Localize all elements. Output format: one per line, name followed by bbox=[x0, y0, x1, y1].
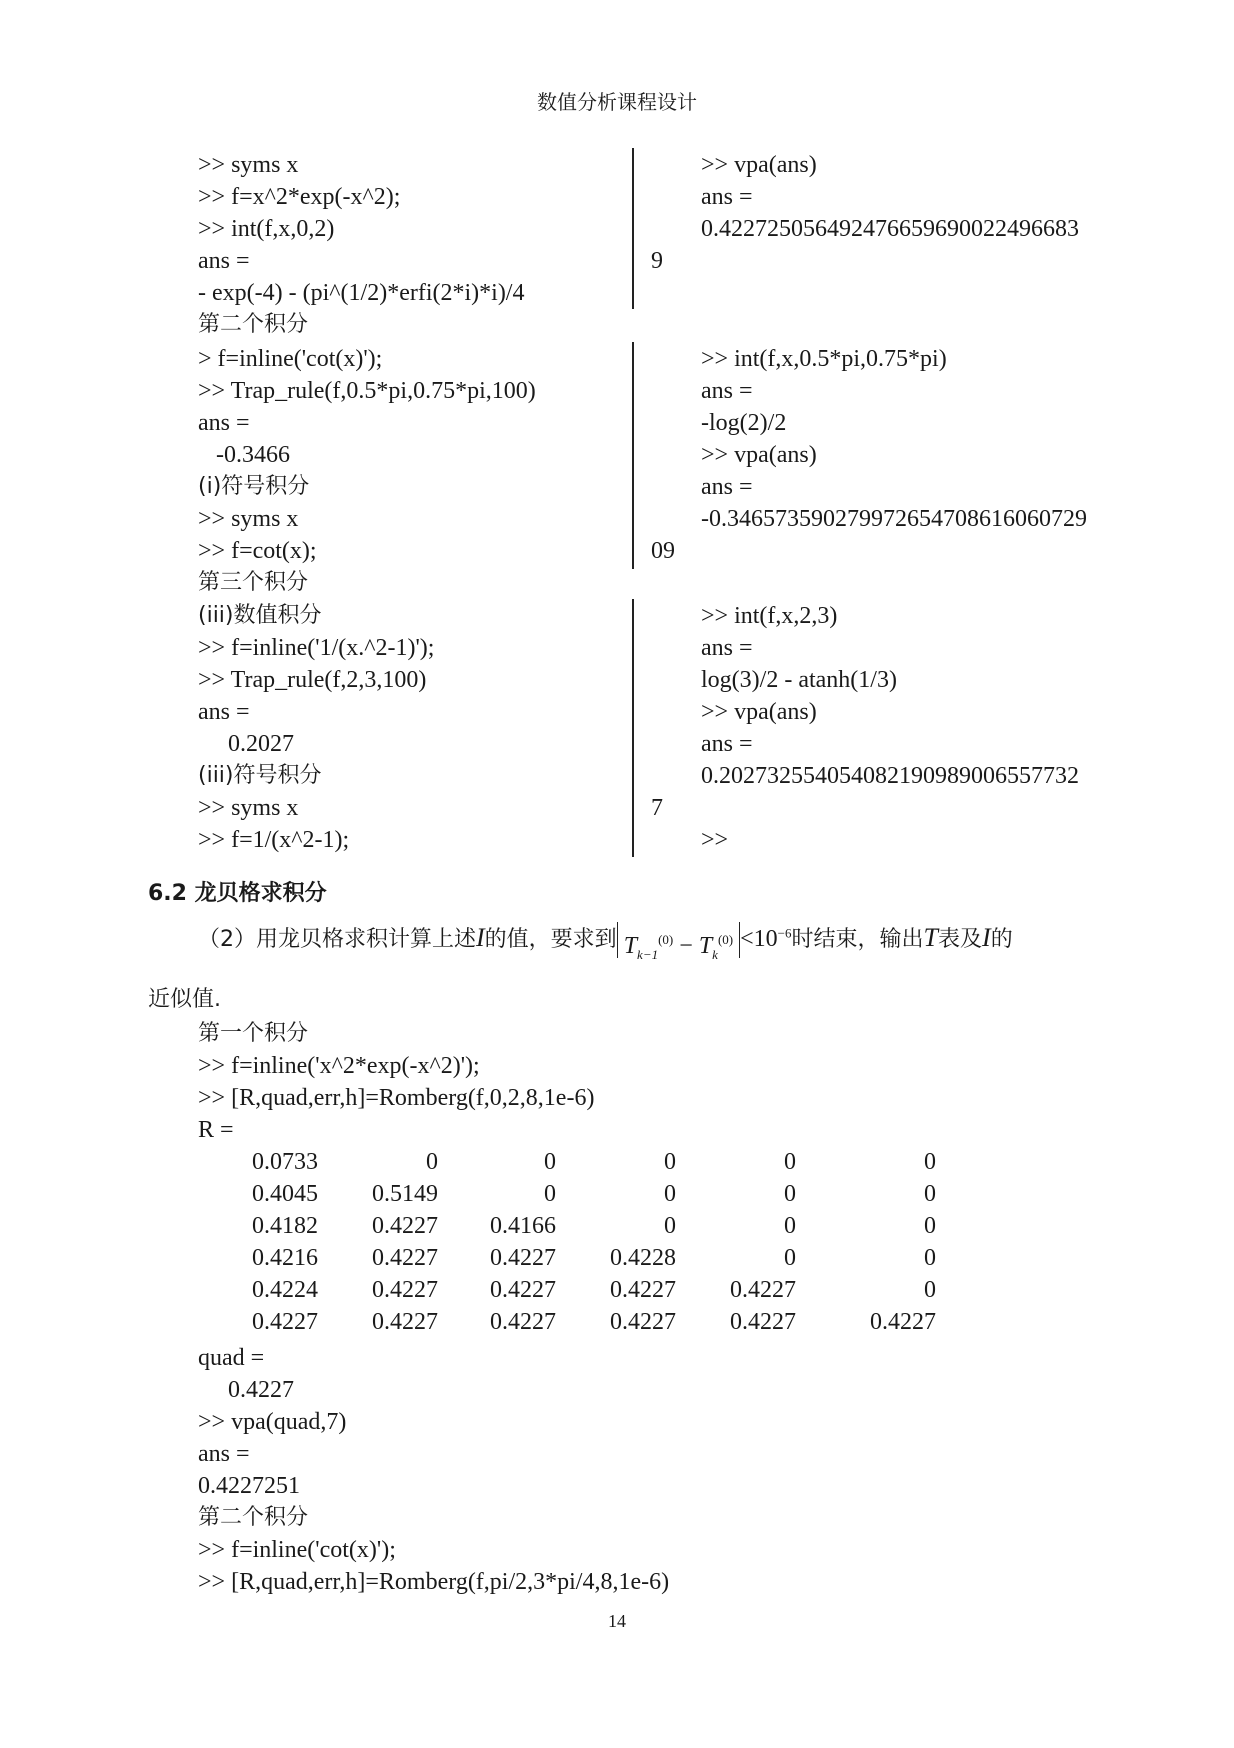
matrix-cell: 0 bbox=[924, 1181, 936, 1207]
matrix-cell: 0.4227 bbox=[490, 1309, 556, 1335]
code-line: R = bbox=[198, 1117, 234, 1143]
matrix-cell: 0.4227 bbox=[870, 1309, 936, 1335]
code-line: > f=inline('cot(x)'); bbox=[198, 346, 383, 372]
t2-superscript: (0) bbox=[717, 932, 734, 947]
matrix-cell: 0 bbox=[924, 1245, 936, 1271]
page-header: 数值分析课程设计 bbox=[537, 90, 697, 114]
t1-subscript: k−1 bbox=[637, 946, 659, 962]
code-line: >> [R,quad,err,h]=Romberg(f,0,2,8,1e-6) bbox=[198, 1085, 595, 1111]
code-line: 09 bbox=[651, 538, 675, 564]
minus-sign: − bbox=[673, 933, 699, 959]
matrix-cell: 0 bbox=[924, 1277, 936, 1303]
para-end: 的 bbox=[990, 927, 1013, 952]
code-line: >> f=1/(x^2-1); bbox=[198, 827, 350, 853]
code-line: >> f=inline('x^2*exp(-x^2)'); bbox=[198, 1053, 480, 1079]
matrix-cell: 0 bbox=[784, 1245, 796, 1271]
matrix-cell: 0.4227 bbox=[372, 1213, 438, 1239]
para-prefix: （2）用龙贝格求积计算上述 bbox=[198, 927, 476, 952]
code-line: >> bbox=[701, 827, 729, 853]
matrix-cell: 0 bbox=[544, 1149, 556, 1175]
code-line: ans = bbox=[198, 248, 250, 274]
code-line: ans = bbox=[198, 1441, 250, 1467]
page-number: 14 bbox=[608, 1611, 626, 1631]
matrix-cell: 0 bbox=[664, 1181, 676, 1207]
code-line: >> [R,quad,err,h]=Romberg(f,pi/2,3*pi/4,8,1e-6) bbox=[198, 1569, 670, 1595]
t2-symbol: T bbox=[698, 933, 713, 959]
code-line: >> int(f,x,0.5*pi,0.75*pi) bbox=[701, 346, 947, 372]
section-title: 6.2 龙贝格求积分 bbox=[148, 881, 327, 906]
matrix-cell: 0.4045 bbox=[252, 1181, 318, 1207]
label-first-integral: 第一个积分 bbox=[198, 1021, 309, 1046]
code-line: >> vpa(ans) bbox=[701, 699, 817, 725]
matrix-cell: 0.4182 bbox=[252, 1213, 318, 1239]
matrix-cell: 0 bbox=[784, 1213, 796, 1239]
matrix-cell: 0.4166 bbox=[490, 1213, 556, 1239]
code-line: 0.422725056492476659690022496683 bbox=[701, 216, 1079, 242]
code-line: 0.4227 bbox=[198, 1377, 294, 1403]
matrix-cell: 0 bbox=[544, 1181, 556, 1207]
matrix-cell: 0.4227 bbox=[730, 1277, 796, 1303]
var-i: I bbox=[476, 923, 485, 952]
column-divider bbox=[632, 148, 634, 309]
t1-symbol: T bbox=[623, 933, 638, 959]
code-line: >> Trap_rule(f,2,3,100) bbox=[198, 667, 427, 693]
code-line: (iii)符号积分 bbox=[198, 763, 322, 788]
matrix-cell: 0.5149 bbox=[372, 1181, 438, 1207]
code-line: >> vpa(quad,7) bbox=[198, 1409, 347, 1435]
code-line: ans = bbox=[701, 378, 753, 404]
paragraph-line2: 近似值. bbox=[148, 987, 221, 1012]
code-line: >> f=inline('1/(x.^2-1)'); bbox=[198, 635, 435, 661]
code-line: (i)符号积分 bbox=[198, 474, 310, 499]
code-line: (iii)数值积分 bbox=[198, 603, 322, 628]
matrix-cell: 0 bbox=[426, 1149, 438, 1175]
code-line: ans = bbox=[701, 731, 753, 757]
matrix-cell: 0.4227 bbox=[490, 1245, 556, 1271]
matrix-cell: 0.4227 bbox=[372, 1277, 438, 1303]
code-line: log(3)/2 - atanh(1/3) bbox=[701, 667, 897, 693]
code-line: 9 bbox=[651, 248, 663, 274]
matrix-cell: 0.4227 bbox=[490, 1277, 556, 1303]
code-line: 0.2027 bbox=[198, 731, 294, 757]
code-line: ans = bbox=[701, 184, 753, 210]
t2-subscript: k bbox=[712, 946, 718, 962]
matrix-cell: 0 bbox=[924, 1149, 936, 1175]
column-divider bbox=[632, 342, 634, 569]
matrix-cell: 0 bbox=[924, 1213, 936, 1239]
code-line: >> vpa(ans) bbox=[701, 152, 817, 178]
t1-superscript: (0) bbox=[658, 932, 674, 947]
code-line: -log(2)/2 bbox=[701, 410, 787, 436]
code-line: >> f=cot(x); bbox=[198, 538, 317, 564]
code-line: 0.202732554054082190989006557732 bbox=[701, 763, 1079, 789]
code-line: 7 bbox=[651, 795, 663, 821]
code-line: >> vpa(ans) bbox=[701, 442, 817, 468]
matrix-cell: 0 bbox=[664, 1149, 676, 1175]
code-line: >> f=inline('cot(x)'); bbox=[198, 1537, 396, 1563]
matrix-cell: 0.4227 bbox=[610, 1309, 676, 1335]
code-line: -0.346573590279972654708616060729 bbox=[701, 506, 1087, 532]
code-line: ans = bbox=[701, 474, 753, 500]
label-second-integral-romberg: 第二个积分 bbox=[198, 1505, 309, 1530]
matrix-cell: 0.4227 bbox=[610, 1277, 676, 1303]
code-line: - exp(-4) - (pi^(1/2)*erfi(2*i)*i)/4 bbox=[198, 280, 525, 306]
matrix-cell: 0.4216 bbox=[252, 1245, 318, 1271]
code-line: >> f=x^2*exp(-x^2); bbox=[198, 184, 401, 210]
matrix-cell: 0.0733 bbox=[252, 1149, 318, 1175]
matrix-cell: 0.4227 bbox=[252, 1309, 318, 1335]
code-line: ans = bbox=[701, 635, 753, 661]
tolerance-exponent: −6 bbox=[777, 925, 792, 941]
matrix-cell: 0.4224 bbox=[252, 1277, 318, 1303]
code-line: ans = bbox=[198, 699, 250, 725]
var-t: T bbox=[923, 923, 938, 952]
code-line: ans = bbox=[198, 410, 250, 436]
code-line: -0.3466 bbox=[198, 442, 290, 468]
code-line: >> int(f,x,0,2) bbox=[198, 216, 335, 242]
code-line: >> syms x bbox=[198, 506, 299, 532]
label-second-integral: 第二个积分 bbox=[198, 312, 309, 337]
matrix-cell: 0 bbox=[784, 1181, 796, 1207]
code-line: >> syms x bbox=[198, 795, 299, 821]
var-i2: I bbox=[982, 923, 991, 952]
task-paragraph bbox=[198, 922, 1013, 962]
matrix-cell: 0 bbox=[664, 1213, 676, 1239]
matrix-cell: 0.4227 bbox=[372, 1309, 438, 1335]
matrix-cell: 0.4227 bbox=[730, 1309, 796, 1335]
matrix-cell: 0.4227 bbox=[372, 1245, 438, 1271]
code-line: 0.4227251 bbox=[198, 1473, 300, 1499]
label-third-integral: 第三个积分 bbox=[198, 570, 309, 595]
matrix-cell: 0 bbox=[784, 1149, 796, 1175]
para-mid2: 时结束，输出 bbox=[791, 927, 924, 952]
tolerance: <10 bbox=[740, 926, 778, 952]
para-mid1: 的值，要求到 bbox=[484, 927, 617, 952]
code-line: >> syms x bbox=[198, 152, 299, 178]
matrix-cell: 0.4228 bbox=[610, 1245, 676, 1271]
code-line: quad = bbox=[198, 1345, 265, 1371]
column-divider bbox=[632, 599, 634, 857]
code-line: >> int(f,x,2,3) bbox=[701, 603, 838, 629]
abs-difference bbox=[617, 922, 740, 962]
para-mid3: 表及 bbox=[938, 927, 983, 952]
code-line: >> Trap_rule(f,0.5*pi,0.75*pi,100) bbox=[198, 378, 536, 404]
